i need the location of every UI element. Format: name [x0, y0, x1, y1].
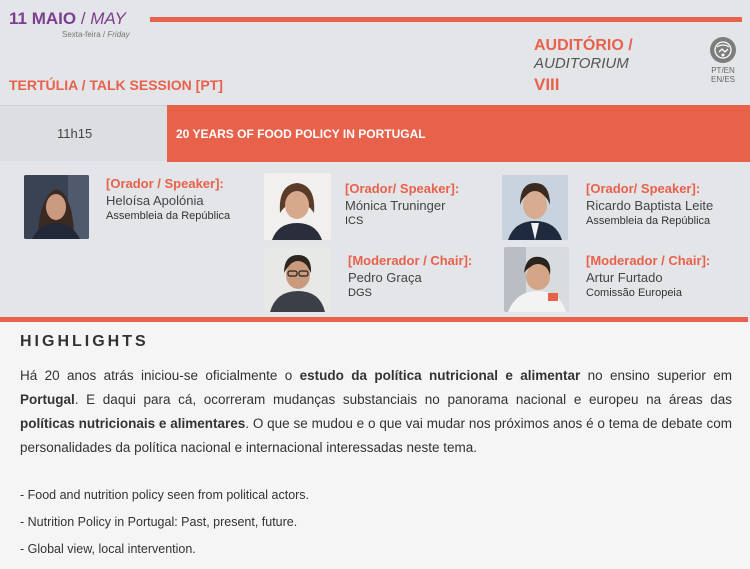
moderator-card — [586, 252, 710, 301]
highlight-bullet: - Food and nutrition policy seen from political actors. — [20, 488, 310, 502]
date-day: 11 MAIO — [9, 9, 77, 28]
person-institution: DGS — [348, 287, 372, 299]
person-role: [Moderador / Chair]: — [586, 253, 711, 268]
language-label — [704, 66, 742, 84]
venue-en: AUDITORIUM — [534, 55, 629, 72]
date-separator: / — [76, 9, 91, 28]
event-weekday — [62, 30, 130, 39]
weekday-en: Friday — [107, 30, 130, 39]
person-role: [Orador/ Speaker]: — [345, 181, 460, 196]
translation-icon — [710, 37, 736, 63]
language-line-1: PT/EN — [711, 66, 735, 75]
person-name: Heloísa Apolónia — [106, 193, 204, 208]
date-month-en: MAY — [90, 9, 126, 28]
session-type: TERTÚLIA / TALK SESSION [PT] — [9, 77, 223, 93]
person-name: Ricardo Baptista Leite — [586, 198, 714, 213]
moderator-photo — [504, 247, 569, 312]
person-institution: ICS — [345, 215, 364, 227]
speaker-photo — [264, 173, 331, 240]
paragraph-bold: estudo da política nutricional e alimentar — [299, 368, 581, 383]
paragraph-text: Há 20 anos atrás iniciou-se oficialmente o — [20, 368, 300, 383]
paragraph-text: . E daqui para cá, ocorreram mudanças substanciais no panorama nacional e europeu na áreas das — [74, 392, 732, 407]
paragraph-text: no ensino superior em — [580, 368, 732, 383]
speaker-card — [586, 180, 713, 229]
person-role: [Orador/ Speaker]: — [586, 181, 701, 196]
highlights-paragraph — [20, 364, 732, 460]
speaker-photo — [24, 175, 89, 239]
person-name: Pedro Graça — [348, 270, 422, 285]
paragraph-text: . O que se mudou e o que vai mudar nos próximos anos é o tema de debate com personalidades da política nacional e internacional interessadas neste tema. — [20, 416, 732, 455]
venue-number: VIII — [534, 75, 560, 94]
speaker-card — [345, 180, 459, 229]
weekday-separator: / — [100, 30, 108, 39]
person-institution: Assembleia da República — [106, 210, 231, 222]
person-role: [Moderador / Chair]: — [348, 253, 473, 268]
highlight-bullet: - Nutrition Policy in Portugal: Past, present, future. — [20, 515, 298, 529]
venue-pt: AUDITÓRIO / — [534, 37, 633, 54]
person-name: Artur Furtado — [586, 270, 663, 285]
paragraph-bold: Portugal — [20, 392, 75, 407]
paragraph-bold: políticas nutricionais e alimentares — [20, 416, 246, 431]
header-divider — [150, 17, 742, 22]
session-time: 11h15 — [57, 126, 93, 141]
language-line-2: EN/ES — [710, 75, 735, 84]
person-role: [Orador / Speaker]: — [106, 176, 224, 191]
session-title: 20 YEARS OF FOOD POLICY IN PORTUGAL — [176, 127, 426, 141]
highlights-title: HIGHLIGHTS — [20, 333, 149, 350]
weekday-pt: Sexta-feira — [62, 30, 101, 39]
speaker-card — [106, 175, 230, 224]
person-institution: Assembleia da República — [586, 215, 711, 227]
moderator-photo — [264, 247, 331, 312]
highlight-bullet: - Global view, local intervention. — [20, 542, 196, 556]
speaker-photo — [502, 175, 568, 240]
moderator-card — [348, 252, 472, 301]
person-institution: Comissão Europeia — [586, 287, 682, 299]
event-date — [9, 9, 126, 29]
person-name: Mónica Truninger — [345, 198, 446, 213]
